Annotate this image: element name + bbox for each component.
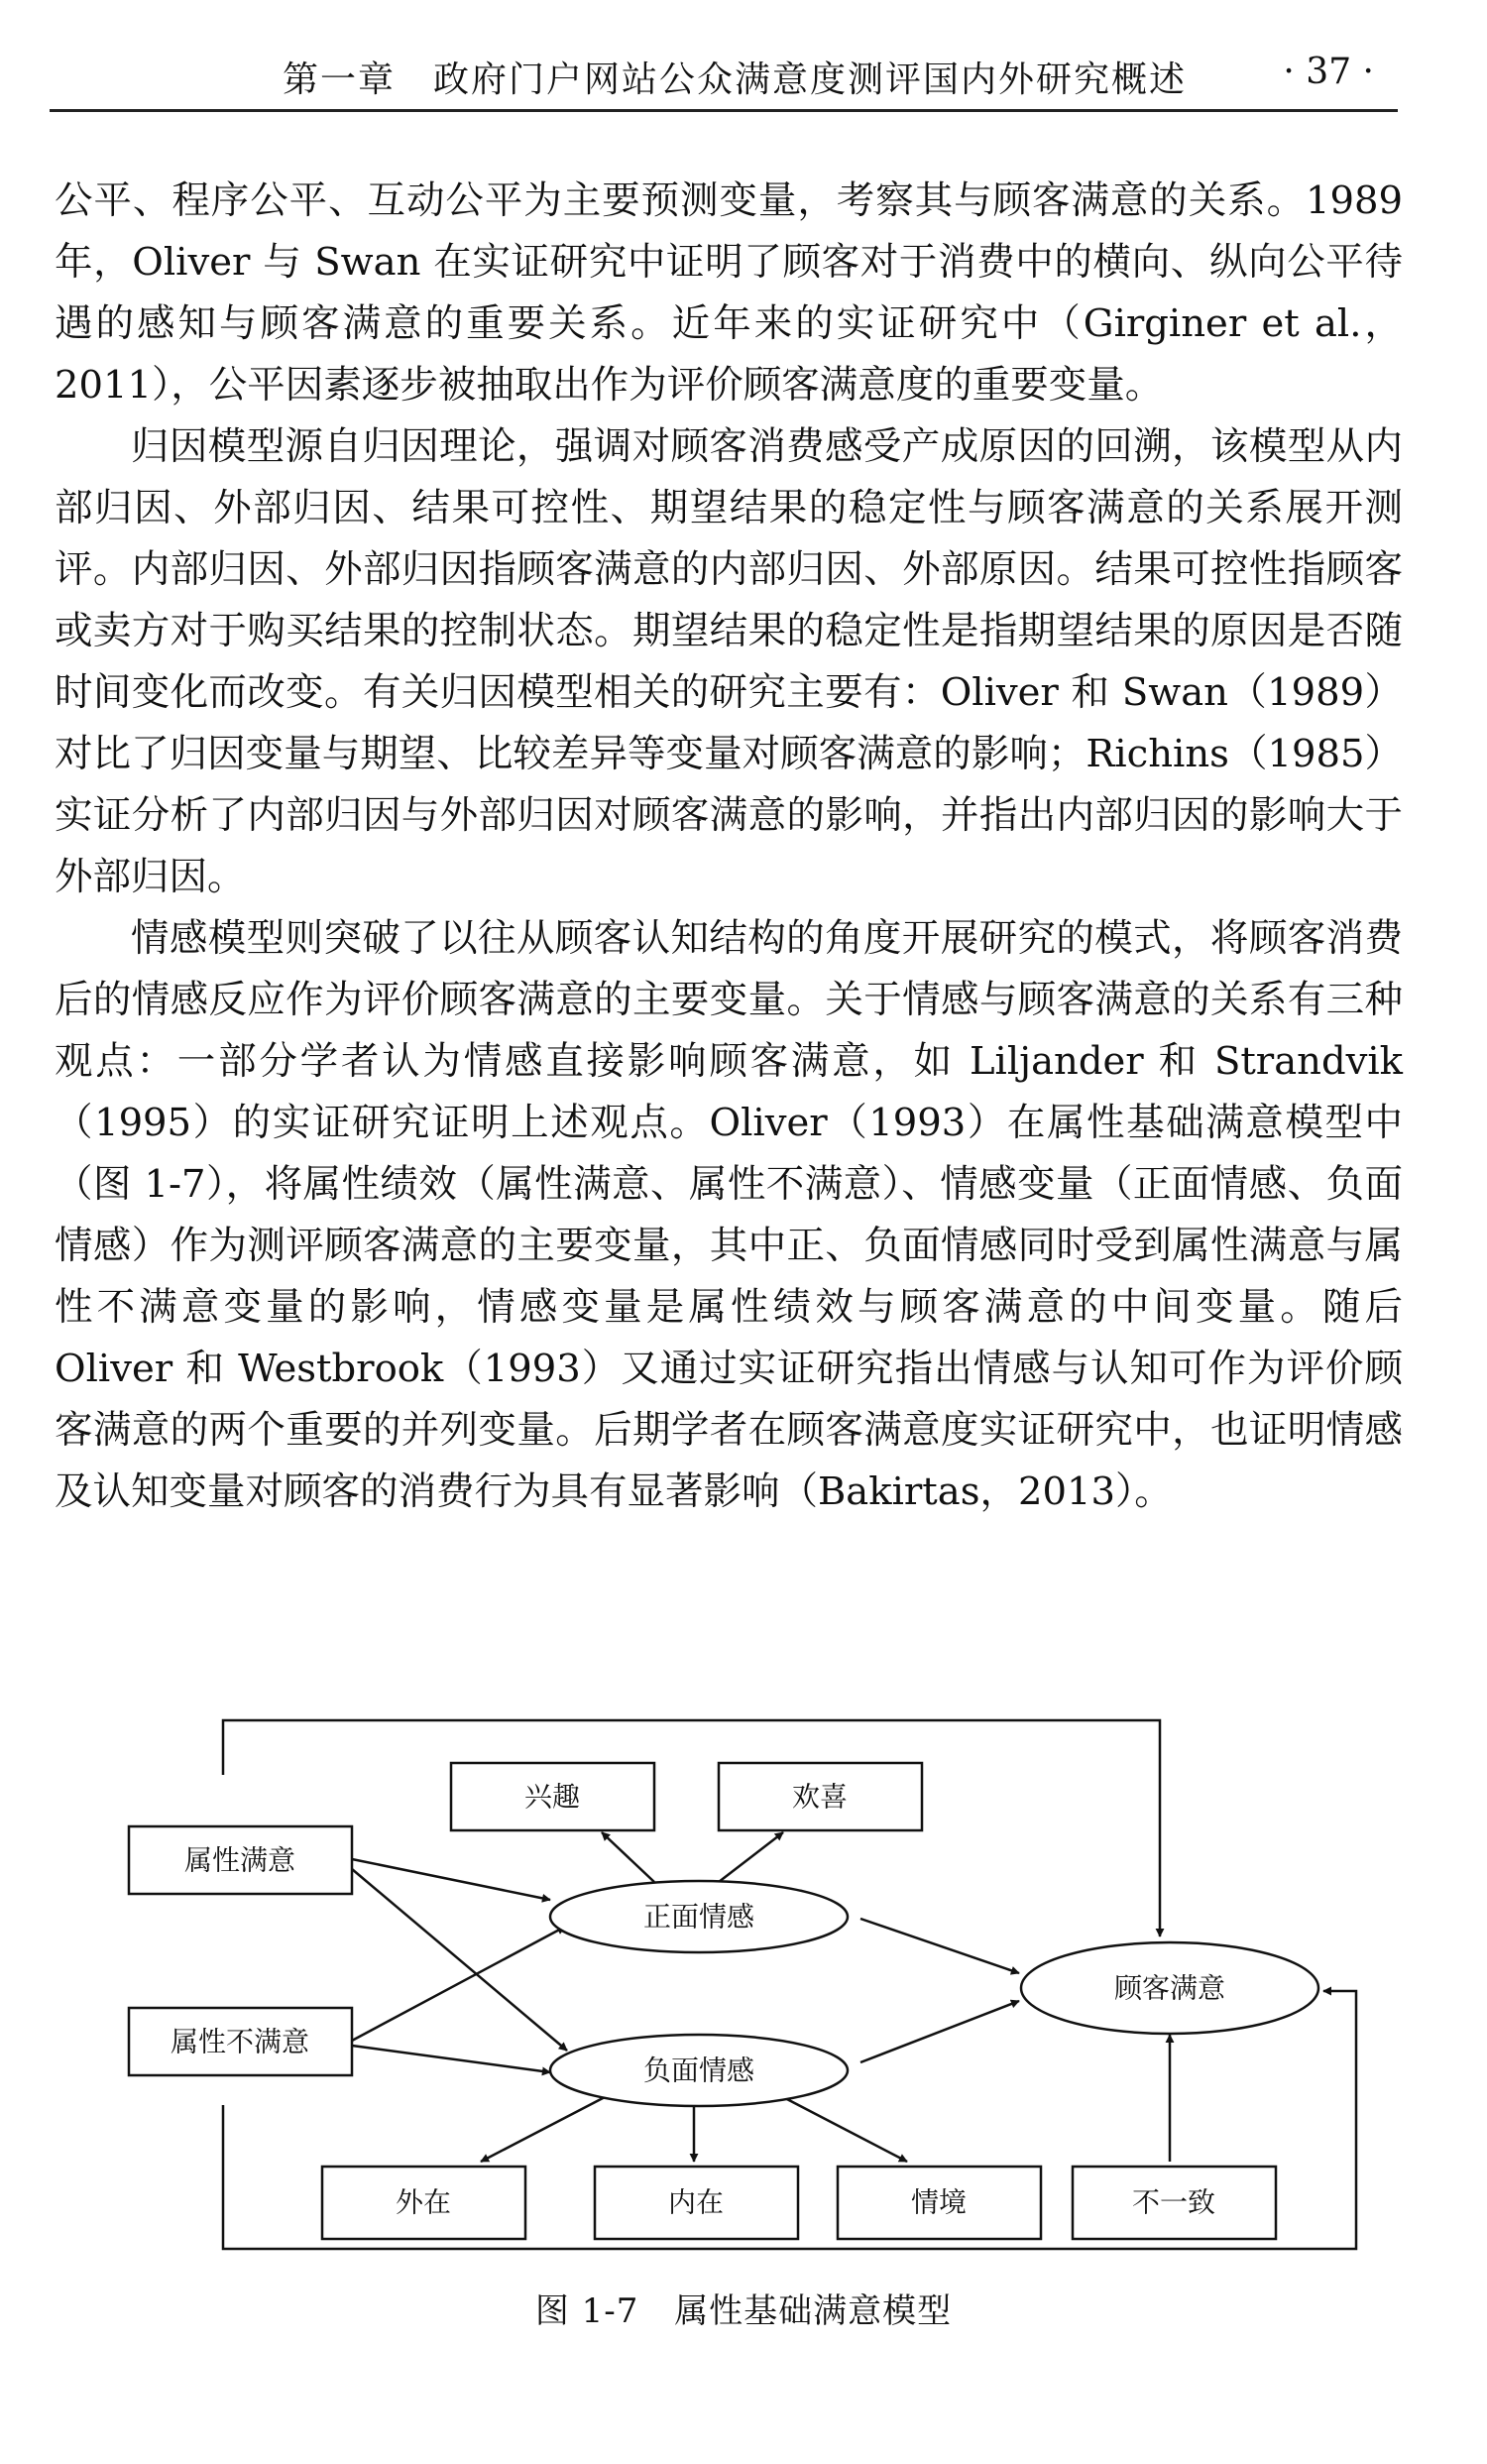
node-positive-emotion-label: 正面情感 [642,1900,755,1934]
node-external-label: 外在 [395,2185,452,2219]
page-number: · 37 · [1283,52,1374,92]
figure-title: 属性基础满意模型 [674,2291,953,2331]
paragraph: 公平、程序公平、互动公平为主要预测变量，考察其与顾客满意的关系。1989年，Oliver 与 Swan 在实证研究中证明了顾客对于消费中的横向、纵向公平待遇的感知与顾客满意的重要关系。近年来的实证研究中（Girginer et al.，2011），公平因素逐步被抽取出作为评价顾客满意度的重要变量。 [55,178,1403,408]
figure-number: 图 1-7 [534,2291,639,2331]
paragraph: 情感模型则突破了以往从顾客认知结构的角度开展研究的模式，将顾客消费后的情感反应作为评价顾客满意的主要变量。关于情感与顾客满意的关系有三种观点：一部分学者认为情感直接影响顾客满意，如 Liljander 和 Strandvik（1995）的实证研究证明上述观点。Oliver（1993）在属性基础满意模型中（图 1-7），将属性绩效（属性满意、属性不满意）、情感变量（正面情感、负面情感）作为测评顾客满意的主要变量，其中正、负面情感同时受到属性满意与属性不满意变量的影响，情感变量是属性绩效与顾客满意的中间变量。随后 Oliver 和 Westbrook（1993）又通过实证研究指出情感与认知可作为评价顾客满意的两个重要的并列变量。后期学者在顾客满意度实证研究中，也证明情感及认知变量对顾客的消费行为具有显著影响（Bakirtas，2013）。 [55,916,1403,1514]
figure-caption [0,2284,1487,2332]
node-situation-label: 情境 [910,2185,968,2219]
edge-positive-to-customer [860,1919,1019,1973]
edge-negative-to-external [481,2097,605,2162]
node-joy-label: 欢喜 [791,1780,849,1814]
edge-negative-to-situation [783,2097,907,2162]
node-attr-satisfaction-label: 属性满意 [183,1843,296,1877]
chapter-title: 第一章 政府门户网站公众满意度测评国内外研究概述 [283,59,1188,100]
node-customer-satisfaction-label: 顾客满意 [1113,1971,1226,2005]
node-interest-label: 兴趣 [523,1780,581,1814]
edge-attrdissat-to-negative [352,2046,550,2072]
paragraph: 归因模型源自归因理论，强调对顾客消费感受产成原因的回溯，该模型从内部归因、外部归因、结果可控性、期望结果的稳定性与顾客满意的关系展开测评。内部归因、外部归因指顾客满意的内部归因、外部原因。结果可控性指顾客或卖方对于购买结果的控制状态。期望结果的稳定性是指期望结果的原因是否随时间变化而改变。有关归因模型相关的研究主要有：Oliver 和 Swan（1989）对比了归因变量与期望、比较差异等变量对顾客满意的影响；Richins（1985）实证分析了内部归因与外部归因对顾客满意的影响，并指出内部归因的影响大于外部归因。 [55,424,1403,899]
edge-negative-to-customer [860,2001,1019,2062]
node-internal-label: 内在 [667,2185,725,2219]
node-negative-emotion-label: 负面情感 [642,2053,755,2087]
node-attr-dissatisfaction-label: 属性不满意 [170,2025,310,2058]
edge-positive-to-joy [719,1832,783,1882]
node-inconsistency-label: 不一致 [1131,2185,1216,2219]
edge-positive-to-interest [602,1832,654,1882]
